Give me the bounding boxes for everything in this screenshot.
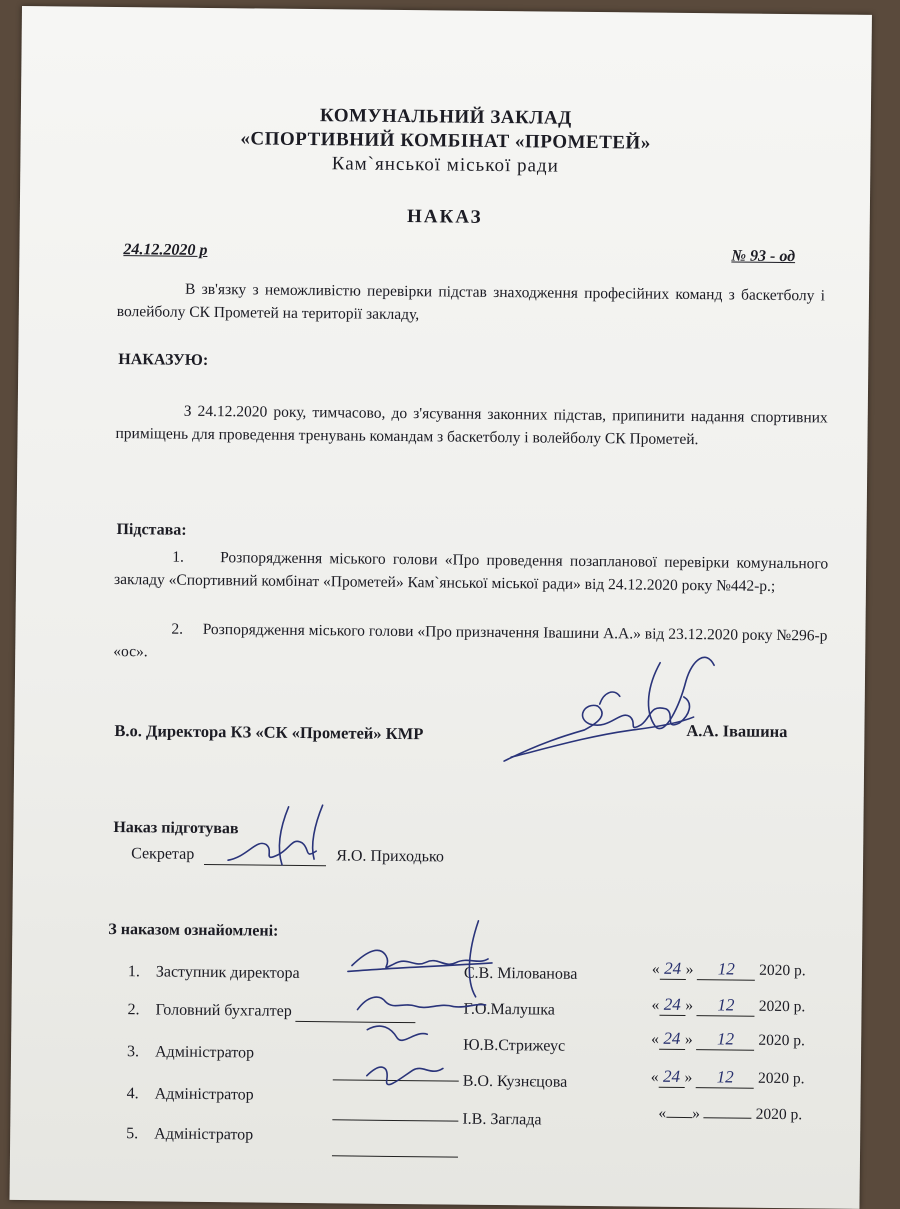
row-day: 24 [660,959,686,980]
row-year: 2020 р. [759,961,806,980]
order-text: З 24.12.2020 року, тимчасово, до з'ясування законних підстав, припинити надання спортивних приміщень для проведення тренувань командам з баскетболу і волейболу СК Прометей. [115,402,828,449]
preamble: В зв'язку з неможливістю перевірки підстав знаходження професійних команд з баскетболу і волейболу СК Прометей на території закладу, [116,280,826,324]
basis-item-text: Розпорядження міського голови «Про проведення позапланової перевірки комунального закладу «Спортивний комбінат «Прометей» Кам`янської міської ради» від 24.12.2020 року №442-р.; [113,549,829,595]
row-name: І.В. Заглада [462,1110,542,1129]
director-signature [479,643,720,776]
row-number: 5. [126,1125,139,1143]
row-month [704,1117,752,1119]
secretary-signature [218,798,339,879]
row-date: « 24 » 12 2020 р. [651,1028,806,1050]
row-signature-line [332,1137,458,1157]
order-number: № 93 - од [731,247,796,266]
prepared-name: Я.О. Приходько [336,847,445,866]
basis-item-number: 1. [172,548,184,566]
row-name: Г.О.Малушка [463,1000,556,1019]
row-year: 2020 р. [757,1069,805,1088]
row-day: 24 [658,1067,684,1088]
row-month: 12 [697,959,755,981]
row-number: 4. [126,1085,139,1103]
row-month: 12 [696,1029,754,1051]
row-month: 12 [697,995,755,1017]
row-year: 2020 р. [758,1031,806,1050]
row-name: С.В. Мілованова [463,964,578,983]
basis-heading: Підстава: [116,521,187,539]
row-role: Заступник директора [155,963,300,982]
signatory-position: В.о. Директора КЗ «СК «Прометей» КМР [114,721,424,744]
acquainted-row-3 [127,1043,254,1062]
basis-item-2 [113,617,827,670]
prepared-label: Наказ підготував [113,819,239,838]
row-date: « 24 » 12 2020 р. [650,1066,805,1088]
document-title: НАКАЗ [406,206,483,228]
row-year: 2020 р. [758,997,806,1016]
row-date: « 24 » 12 2020 р. [651,958,806,980]
acquainted-row-1 [128,963,300,983]
acquainted-row-5 [126,1125,253,1144]
row-date: « 24 » 12 2020 р. [651,994,806,1016]
acquainted-signatures [326,909,508,1111]
prepared-role: Секретар [131,845,195,863]
row-number: 3. [126,1043,140,1061]
row-role: Адміністратор [154,1043,255,1062]
acquainted-heading: З наказом ознайомлені: [108,920,279,940]
row-role: Адміністратор [154,1125,254,1144]
document-sheet [9,6,871,1209]
row-day [666,1117,692,1118]
row-name: В.О. Кузнєцова [462,1072,568,1091]
row-role: Адміністратор [154,1085,254,1104]
basis-item-text: Розпорядження міського голови «Про призначення Івашини А.А.» від 23.12.2020 року №296-р «ос». [113,620,828,661]
order-heading: НАКАЗУЮ: [118,351,209,369]
basis-item-number: 2. [171,620,184,638]
institution-council: Кам`янської міської ради [331,153,559,177]
row-role: Головний бухгалтер [155,1001,292,1020]
basis-item-1 [114,545,828,598]
order-date: 24.12.2020 р [123,241,208,259]
row-day: 24 [659,1029,685,1050]
row-date: « » 2020 р. [658,1104,803,1124]
signatory-name: А.А. Івашина [686,720,788,742]
row-month: 12 [696,1067,754,1089]
row-name: Ю.В.Стрижеус [463,1036,566,1055]
row-number: 1. [127,963,140,981]
institution-type: КОМУНАЛЬНИЙ ЗАКЛАД [319,105,572,129]
row-year: 2020 р. [755,1105,803,1124]
institution-name: «СПОРТИВНИЙ КОМБІНАТ «ПРОМЕТЕЙ» [240,128,651,154]
row-day: 24 [659,995,685,1016]
acquainted-row-4 [127,1085,254,1104]
row-number: 2. [127,1001,140,1019]
